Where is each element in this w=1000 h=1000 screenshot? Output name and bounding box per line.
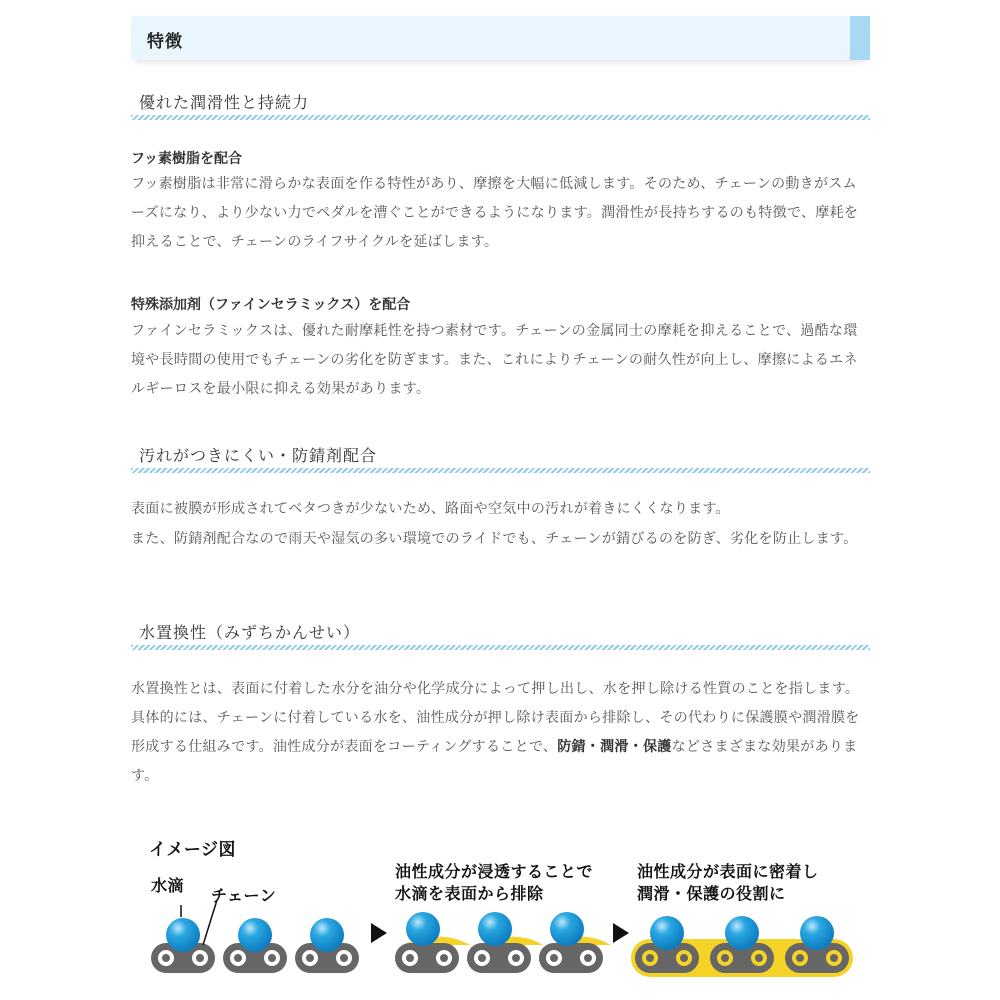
- stripe-divider: [131, 645, 870, 650]
- subheading-lubricity: [131, 90, 870, 120]
- stripe-divider: [131, 115, 870, 120]
- image-diagram: [131, 825, 870, 1000]
- paragraph-antifouling-1: 表面に被膜が形成されてベタつきが少ないため、路面や空気中の汚れが着きにくくなります。: [131, 501, 730, 517]
- figure-title: イメージ図: [149, 840, 236, 860]
- subheading-title: 優れた潤滑性と持続力: [139, 93, 310, 112]
- label-water-drop: 水滴: [151, 876, 185, 895]
- paragraph-antifouling-2: また、防錆剤配合なので雨天や湿気の多い環境でのライドでも、チェーンが錆びるのを防ぎ、劣化を防止します。: [131, 531, 858, 547]
- chain-panel-2: [395, 912, 611, 973]
- subheading-antifouling: [131, 443, 870, 473]
- arrow-icon: [371, 923, 387, 943]
- item-label-ceramics: 特殊添加剤（ファインセラミックス）を配合: [131, 297, 411, 313]
- paragraph-emphasis: 防錆・潤滑・保護: [557, 739, 672, 755]
- paragraph-ceramics: ファインセラミックスは、優れた耐摩耗性を持つ素材です。チェーンの金属同士の摩耗を抑えることで、過酷な環境や長時間の使用でもチェーンの劣化を防ぎます。また、これによりチェーンの耐久性が向上し、摩擦によるエネルギーロスを最小限に抑える効果があります。: [131, 323, 858, 397]
- paragraph-fluororesin: フッ素樹脂は非常に滑らかな表面を作る特性があり、摩擦を大幅に低減します。そのため、チェーンの動きがスムーズになり、より少ない力でペダルを漕ぐことができるようになります。潤滑性が長持ちするのも特徴で、摩耗を抑えることで、チェーンのライフサイクルを延ばします。: [131, 176, 859, 250]
- caption-step-3: [637, 861, 819, 905]
- caption-line: 潤滑・保護の役割に: [637, 884, 786, 903]
- caption-step-2: [395, 861, 593, 905]
- paragraph-text: 水置換性とは、表面に付着した水分を油分や化学成分によって押し出し、水を押し除ける性質のことを指します。具体的には、チェーンに付着している水を、油性成分が押し除け表面から排除し、その代わりに保護膜や潤滑膜を形成する仕組みです。油性成分が表面をコーティングすることで、: [131, 681, 860, 755]
- chain-panel-1: [151, 900, 359, 973]
- subheading-title: 水置換性（みずちかんせい）: [139, 623, 361, 642]
- section-header-title: 特徴: [147, 32, 183, 52]
- diagram-graphic: [131, 825, 870, 1000]
- caption-line: 油性成分が表面に密着し: [637, 862, 819, 881]
- caption-line: 油性成分が浸透することで: [395, 862, 594, 881]
- section-header-features: [131, 16, 870, 60]
- subheading-title: 汚れがつきにくい・防錆剤配合: [139, 446, 378, 465]
- label-chain: チェーン: [211, 886, 277, 905]
- stripe-divider: [131, 468, 870, 473]
- arrow-icon: [613, 923, 629, 943]
- paragraph-text: などさまざまな効果があります。: [131, 739, 858, 784]
- caption-line: 水滴を表面から排除: [395, 884, 544, 903]
- chain-panel-3: [631, 916, 853, 977]
- item-label-fluororesin: フッ素樹脂を配合: [131, 151, 243, 167]
- subheading-water-displacement: [131, 620, 870, 650]
- paragraph-water-displacement: [131, 675, 870, 791]
